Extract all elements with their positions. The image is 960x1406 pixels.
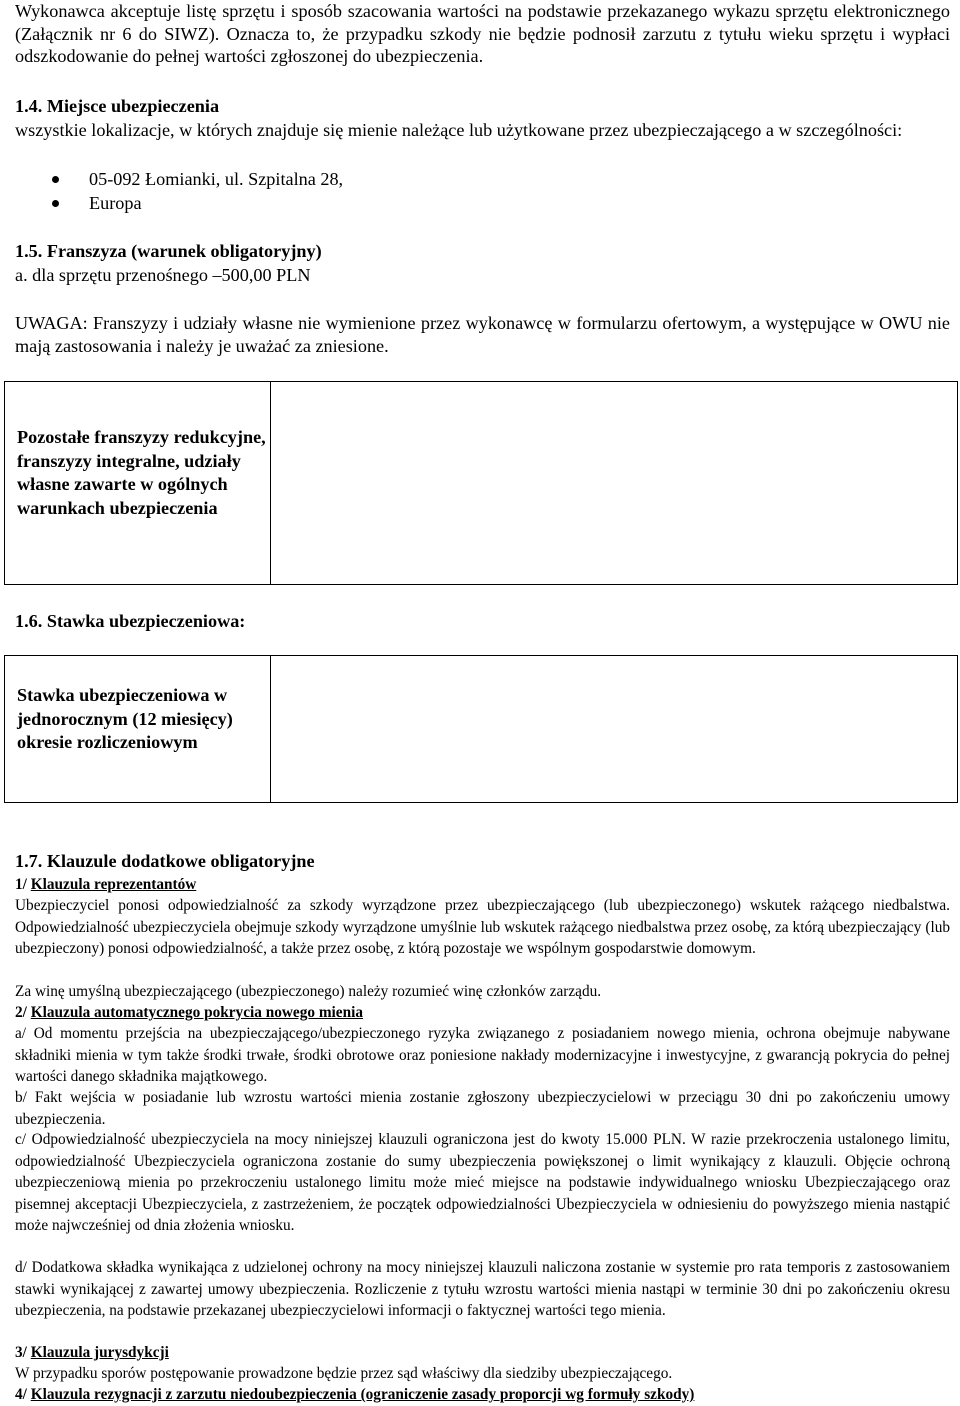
section-1-4-text: wszystkie lokalizacje, w których znajduje się mienie należące lub użytkowane przez ubezpieczającego a w szczególności:	[15, 120, 903, 140]
clause-1-text-2: Za winę umyślną ubezpieczającego (ubezpieczonego) należy rozumieć winę członków zarządu.	[15, 983, 602, 1000]
clause-1-heading	[15, 874, 950, 896]
clause-2-b: b/ Fakt wejścia w posiadanie lub wzrostu wartości mienia zostanie zgłoszony ubezpieczycielowi w przeciągu 30 dni po zakończeniu umowy ubezpieczenia.	[15, 1089, 950, 1128]
clause-title: Klauzula automatycznego pokrycia nowego mienia	[30, 1004, 364, 1021]
franchise-note: UWAGA: Franszyzy i udziały własne nie wymienione przez wykonawcę w formularzu ofertowym, a występujące w OWU nie mają zastosowania i należy je uważać za zniesione.	[15, 313, 950, 356]
location-text: Europa	[89, 193, 142, 213]
clause-4-heading	[15, 1384, 950, 1406]
intro-paragraph: Wykonawca akceptuje listę sprzętu i sposób szacowania wartości na podstawie przekazanego wykazu sprzętu elektronicznego (Załącznik nr 6 do SIWZ). Oznacza to, że przypadku szkody nie będzie podnosił zarzutu z tytułu wieku sprzętu i wypłaci odszkodowanie do pełnej wartości zgłoszonej do ubezpieczenia.	[15, 1, 950, 66]
section-1-7-heading: 1.7. Klauzule dodatkowe obligatoryjne	[15, 851, 315, 871]
clause-3-heading	[15, 1342, 950, 1364]
clause-title: Klauzula rezygnacji z zarzutu niedoubezpieczenia (ograniczenie zasady proporcji wg formuły szkody)	[30, 1386, 695, 1403]
clause-title: Klauzula reprezentantów	[30, 876, 197, 893]
clause-3-text: W przypadku sporów postępowanie prowadzone będzie przez sąd właściwy dla siedziby ubezpieczającego.	[15, 1365, 673, 1382]
clause-2-a: a/ Od momentu przejścia na ubezpieczającego/ubezpieczonego ryzyka związanego z posiadaniem nowego mienia, ochrona obejmuje nabywane składniki mienia w tym także środki trwałe, środki obrotowe oraz poniesione nakłady modernizacyjne i inwestycyjne, z gwarancją pokrycia do pełnej wartości danego składnika majątkowego.	[15, 1025, 950, 1085]
clause-2-heading	[15, 1002, 950, 1024]
franchise-table-label: Pozostałe franszyzy redukcyjne, franszyzy integralne, udziały własne zawarte w ogólnych warunkach ubezpieczenia	[17, 427, 266, 518]
clause-number: 1/	[15, 876, 27, 893]
rate-table-label: Stawka ubezpieczeniowa w jednorocznym (12 miesięcy) okresie rozliczeniowym	[17, 685, 233, 752]
franchise-item-a: a. dla sprzętu przenośnego –500,00 PLN	[15, 265, 311, 285]
clause-number: 4/	[15, 1386, 27, 1403]
clause-number: 3/	[15, 1344, 27, 1361]
clause-title: Klauzula jurysdykcji	[30, 1344, 169, 1361]
clause-2-d: d/ Dodatkowa składka wynikająca z udzielonej ochrony na mocy niniejszej klauzuli naliczona zostanie w systemie pro rata temporis z zastosowaniem stawki wynikającej z zawartej umowy ubezpieczenia. Rozliczenie z tytułu wzrostu wartości mienia nastąpi w terminie 30 dni po zakończeniu okresu ubezpieczenia, na podstawie przekazanej ubezpieczycielowi informacji o faktycznej wartości tego mienia.	[15, 1259, 950, 1319]
section-1-5-heading: 1.5. Franszyza (warunek obligatoryjny)	[15, 241, 322, 261]
table-divider	[270, 656, 271, 802]
location-text: 05-092 Łomianki, ul. Szpitalna 28,	[89, 169, 344, 189]
bullet-icon	[52, 200, 59, 207]
franchise-table	[4, 381, 958, 585]
clause-2-c: c/ Odpowiedzialność ubezpieczyciela na mocy niniejszej klauzuli ograniczona jest do kwoty 15.000 PLN. W razie przekroczenia ustalonego limitu, odpowiedzialność Ubezpieczyciela ograniczona zostanie do sumy ubezpieczenia powiększonej o limit wynikający z klauzuli. Objęcie ochroną ubezpieczeniową mienia po przekroczeniu ustalonego limitu może mieć miejsce na podstawie indywidualnego wniosku Ubezpieczającego oraz pisemnej akceptacji Ubezpieczyciela, z zastrzeżeniem, że początek odpowiedzialności Ubezpieczyciela w odniesieniu do powyższego mienia nastąpić może najwcześniej od dnia złożenia wniosku.	[15, 1131, 950, 1234]
rate-table	[4, 655, 958, 803]
table-divider	[270, 382, 271, 584]
clause-number: 2/	[15, 1004, 27, 1021]
section-1-6-heading: 1.6. Stawka ubezpieczeniowa:	[15, 611, 246, 631]
clause-1-text: Ubezpieczyciel ponosi odpowiedzialność za szkody wyrządzone przez ubezpieczającego (lub ubezpieczonego) wskutek rażącego niedbalstwa. Odpowiedzialność ubezpieczyciela obejmuje szkody wyrządzone umyślnie lub wskutek rażącego niedbalstwa przez osobę, za którą ubezpieczający (lub ubezpieczony) ponosi odpowiedzialność, a także przez osobę, z którą pozostaje we wspólnym gospodarstwie domowym.	[15, 897, 950, 957]
section-1-4-heading: 1.4. Miejsce ubezpieczenia	[15, 96, 220, 116]
bullet-icon	[52, 176, 59, 183]
